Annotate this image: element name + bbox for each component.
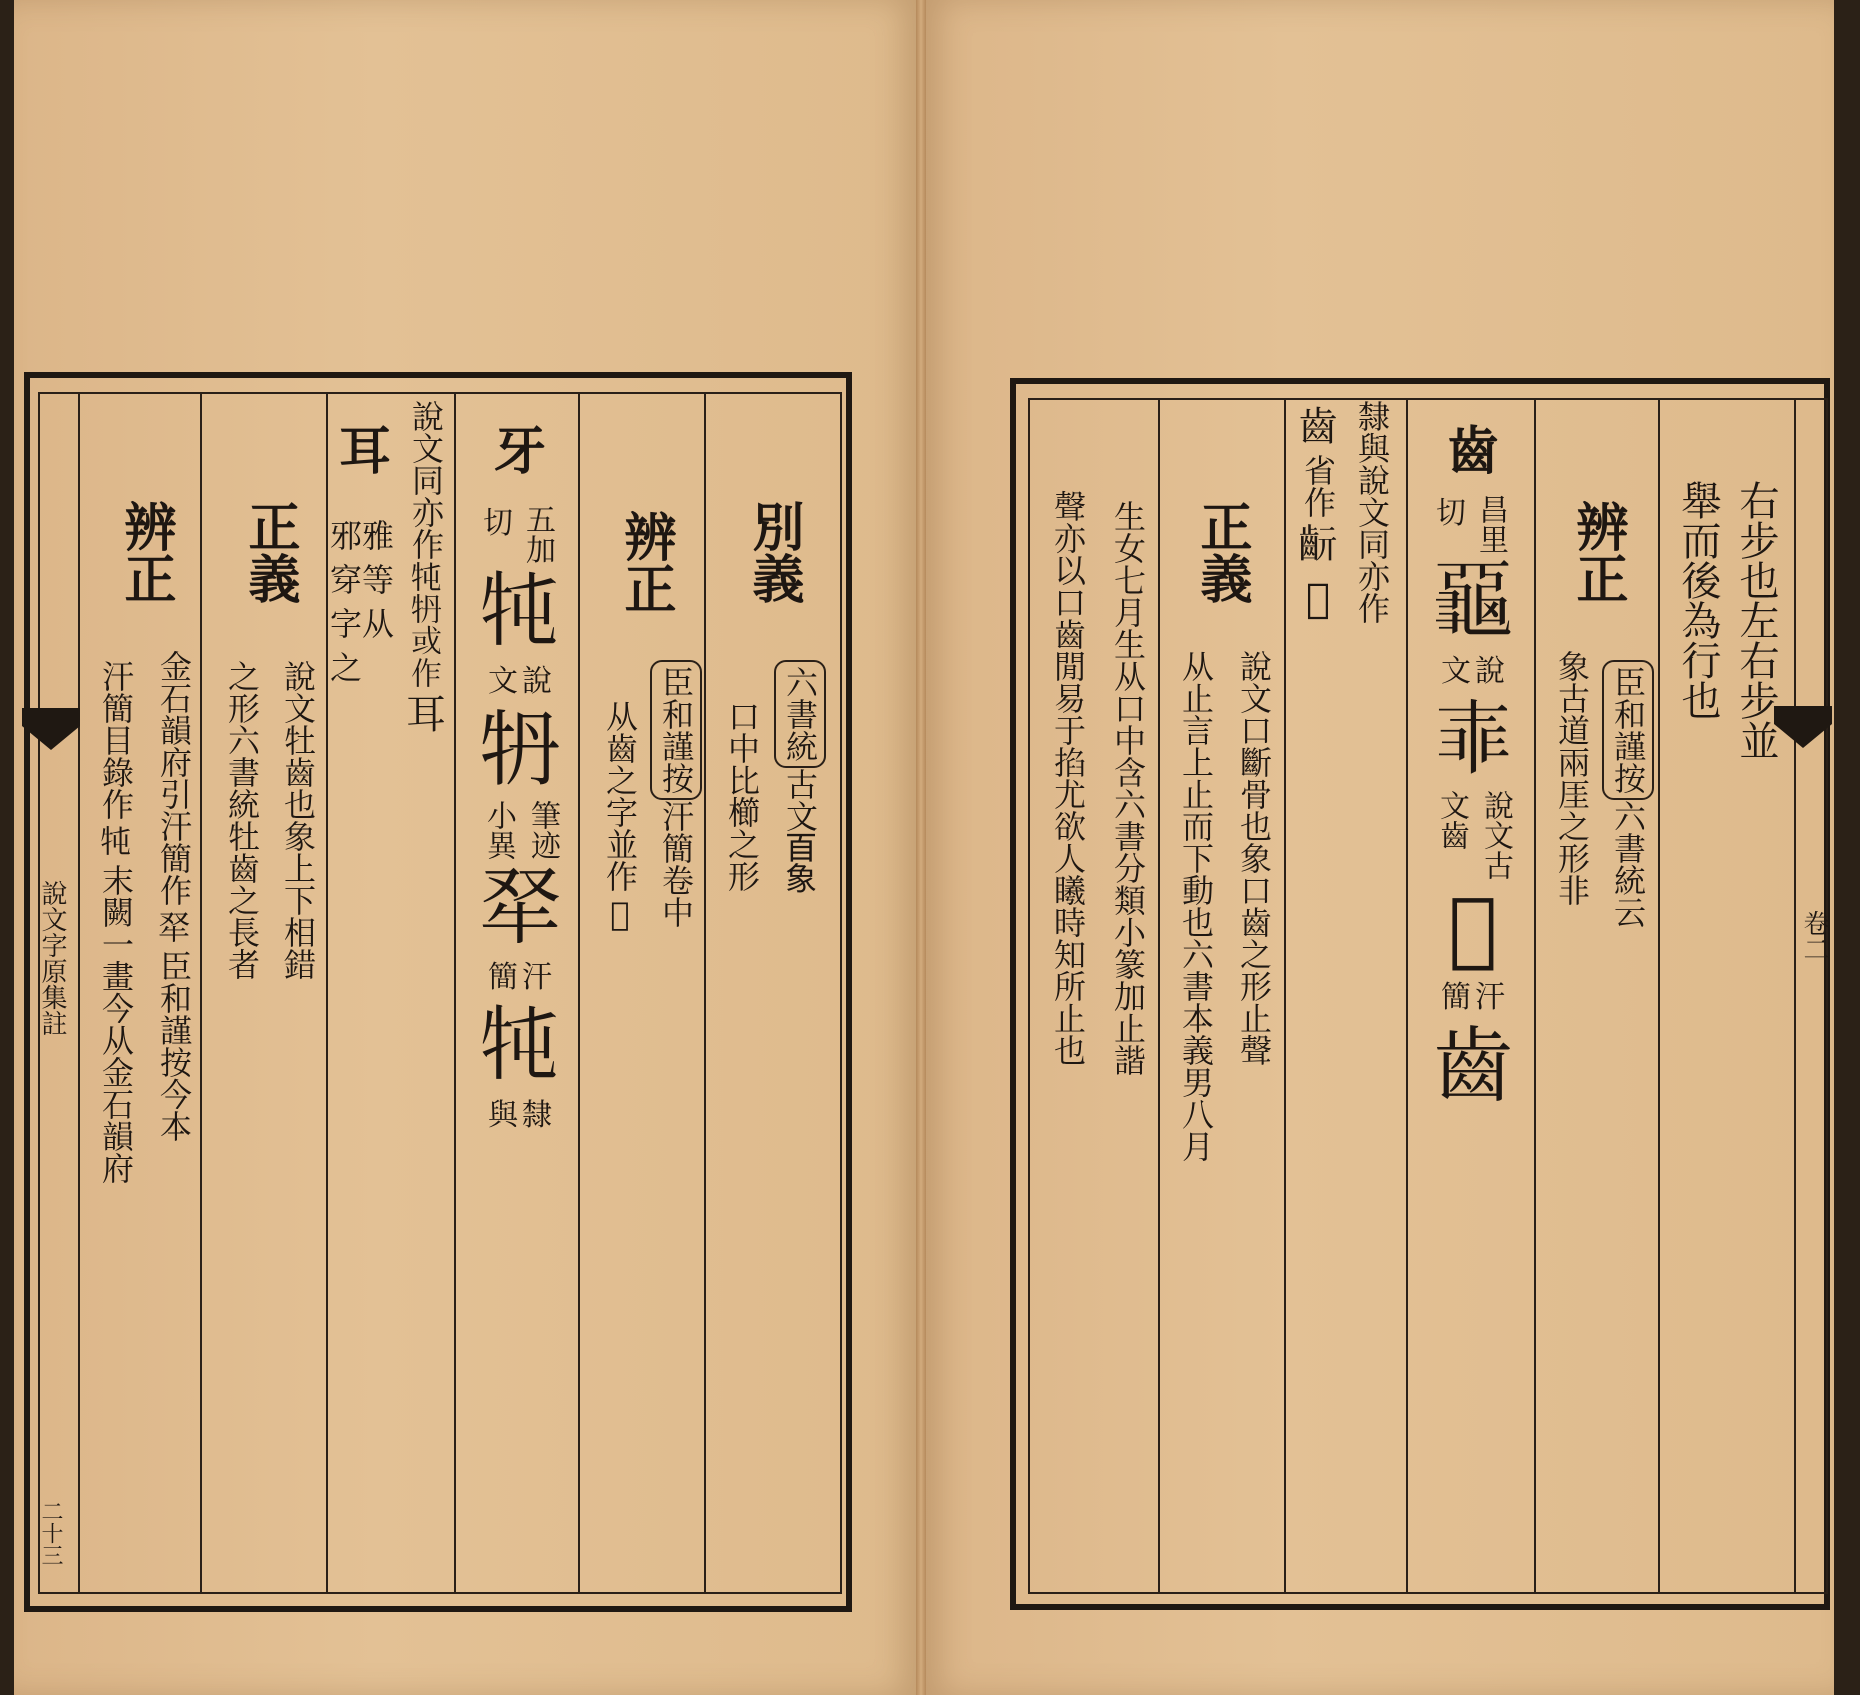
note-text: 之形: [223, 660, 261, 724]
note-text: 𤘫𤘪或作: [407, 560, 445, 688]
note-text: 說文牡齒也象上下相錯: [279, 660, 317, 980]
note-text: 說文口斷骨也象口齒之形止聲: [1235, 650, 1273, 1066]
label-pair: [1431, 790, 1515, 880]
column-rule: [1158, 398, 1160, 1594]
note-bianzheng-2: [146, 650, 202, 1142]
note-text: 男八月: [1177, 1066, 1215, 1162]
label-pair: [488, 1096, 552, 1136]
note-bianzheng-1: [646, 660, 706, 928]
note-zhengyi-2: [214, 660, 270, 980]
note-bianzheng-2b: [88, 660, 144, 1184]
seal-glyph: 𤘫: [478, 565, 561, 660]
note-text: 口中比櫛之形: [723, 700, 761, 892]
note-text: 六書本義: [1177, 938, 1215, 1066]
column-rule: [326, 392, 328, 1594]
source-tag: 臣和謹按: [650, 660, 702, 800]
note-text: 六書統云: [1609, 800, 1647, 928]
label-pair: [488, 958, 552, 998]
column-bieyi: [718, 500, 828, 604]
note-text: 从止言上止而下動也: [1177, 650, 1215, 938]
fanqie-char: 五加: [520, 504, 555, 564]
label-char: 文: [1441, 654, 1471, 689]
label-char: 說: [1475, 654, 1505, 689]
fanqie-char: 切: [1436, 496, 1466, 531]
note-zhengyi-rc: [1100, 500, 1156, 1076]
note-text: 从齒之字並作: [601, 700, 639, 892]
fishtail-mark: [22, 708, 80, 750]
note-text: 邪雅穿等字从之: [330, 517, 395, 687]
label-pair: [478, 800, 562, 860]
note-text: 𦣻象: [781, 832, 819, 896]
heading-er: 耳: [338, 421, 391, 482]
label-char: 小異: [481, 800, 516, 860]
note-bieyi-2: [712, 700, 772, 892]
column-chi: [1414, 420, 1532, 1116]
heading-zhengyi: 正義: [239, 500, 300, 604]
note-text: 說文同亦作: [407, 400, 445, 560]
seal-glyph: 𪚦: [1431, 555, 1514, 650]
fanqie-char: 昌里: [1473, 494, 1508, 554]
heading-ya: 牙: [493, 421, 546, 482]
note-right-4: [1344, 400, 1400, 624]
column-rule: [1406, 398, 1408, 1594]
note-glyph: 𠚕: [1305, 576, 1330, 622]
note-text: 聲亦以口齒閒易于掐: [1049, 490, 1087, 778]
note-glyph: 𤘫: [99, 823, 132, 861]
column-rule: [704, 392, 706, 1594]
label-char: 說文古: [1478, 790, 1513, 880]
note-right-1b: [1670, 480, 1726, 720]
spine-title-text: 說文字原集註: [37, 880, 67, 1036]
spine-volume: [1798, 910, 1830, 962]
seal-glyph: 𤘪: [478, 703, 561, 798]
label-pair: [1441, 978, 1505, 1018]
note-text: 臣和謹按今本: [155, 950, 193, 1142]
label-char: 汗: [522, 960, 552, 995]
heading-bianzheng: 辨正: [1567, 500, 1628, 604]
label-char: 筆迹: [525, 800, 560, 860]
note-text: 汗簡卷中: [657, 800, 695, 928]
label-char: 汗: [1475, 980, 1505, 1015]
column-ya: [460, 420, 580, 1136]
note-text: 省作: [1299, 454, 1337, 518]
spine-page-number-text: 二十三: [38, 1500, 63, 1566]
note-text: 尤欲人䂀時知所止也: [1049, 778, 1087, 1066]
note-text: 生女七月生从口中含: [1109, 500, 1147, 788]
source-tag: 六書統: [774, 660, 826, 768]
heading-chi: 齒: [1446, 421, 1499, 482]
seal-glyph: 齒: [1431, 1019, 1514, 1114]
column-zhengyi-r: [1166, 500, 1276, 604]
note-text: 汗簡目錄作: [97, 660, 135, 820]
book-gutter: [916, 0, 926, 1695]
note-bianzheng-r: [1600, 660, 1656, 928]
seal-glyph: 𠚕: [1448, 881, 1498, 976]
label-pair: [488, 662, 552, 702]
seal-glyph: 𤘫: [478, 999, 561, 1094]
spine-title: [36, 880, 68, 1036]
note-right-4b: [1290, 400, 1346, 626]
spine-volume-text: 卷二: [1799, 910, 1829, 962]
label-char: 與: [488, 1098, 518, 1133]
fanqie-ya: [483, 504, 557, 564]
source-tag: 臣和謹按: [1602, 660, 1654, 800]
note-text: 金石韻府引汗簡作: [155, 650, 193, 906]
note-text: 末闕一畫今从金石: [97, 864, 135, 1120]
note-zhengyi-rb: [1168, 650, 1224, 1162]
label-char: 說: [522, 664, 552, 699]
note-text: 小篆加止諧: [1109, 916, 1147, 1076]
heading-bianzheng: 辨正: [115, 500, 176, 604]
note-bianzheng-1b: [590, 700, 650, 936]
column-rule: [1534, 398, 1536, 1594]
note-text: 韻府: [97, 1120, 135, 1184]
seal-glyph: 𠁰: [1431, 693, 1514, 788]
note-er: [398, 400, 454, 742]
heading-bianzheng: 辨正: [615, 510, 676, 614]
label-char: 文齒: [1434, 790, 1469, 850]
column-rule: [1658, 398, 1660, 1594]
label-char: 簡: [488, 960, 518, 995]
heading-zhengyi: 正義: [1191, 500, 1252, 604]
spine-page-number: [34, 1500, 66, 1566]
label-char: 文: [488, 664, 518, 699]
note-text: 象古道兩厓之形非: [1553, 650, 1591, 906]
column-rule: [1794, 398, 1796, 1594]
label-char: 隸: [522, 1098, 552, 1133]
heading-bieyi: 別義: [743, 500, 804, 604]
note-zhengyi-r: [1226, 650, 1282, 1066]
fanqie-chi: [1436, 494, 1510, 554]
column-er: [330, 420, 400, 690]
note-right-1: [1728, 480, 1784, 760]
note-text: 舉而後為行也: [1675, 480, 1721, 720]
note-text: 六書統牡齒之長者: [223, 724, 261, 980]
note-glyph: 齒: [1298, 404, 1338, 450]
column-zhengyi: [214, 500, 324, 604]
note-text: 古文: [781, 768, 819, 832]
fanqie-char: 切: [483, 506, 513, 541]
note-zhengyi: [270, 660, 326, 980]
label-pair: [1441, 652, 1505, 692]
column-bianzheng-1: [590, 510, 700, 614]
note-bianzheng-rb: [1544, 650, 1600, 906]
note-text: 耳: [406, 692, 446, 738]
column-rule: [78, 392, 80, 1594]
column-rule: [454, 392, 456, 1594]
column-rule: [1284, 398, 1286, 1594]
note-bieyi: [770, 660, 830, 896]
note-glyph: 𤘩: [157, 909, 190, 947]
note-text: 右步也左右步並: [1733, 480, 1779, 760]
column-bianzheng-2: [90, 500, 200, 604]
note-right-6: [1040, 490, 1096, 1066]
label-char: 簡: [1441, 980, 1471, 1015]
note-text: 隸與說文同亦作: [1353, 400, 1391, 624]
seal-glyph: 𤘩: [478, 861, 561, 956]
note-glyph: 𠚕: [610, 895, 630, 933]
column-bianzheng-r: [1542, 500, 1652, 604]
note-glyph: 𪗞: [1298, 522, 1338, 568]
note-text: 六書分類: [1109, 788, 1147, 916]
